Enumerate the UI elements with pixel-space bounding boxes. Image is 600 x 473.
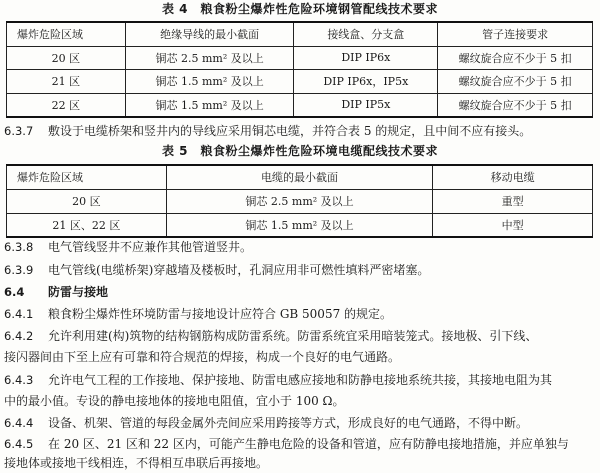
clause-6-4-2-cont bbox=[4, 348, 596, 366]
table4-cell: 20 区 bbox=[7, 46, 126, 69]
clause-number: 6.4.3 bbox=[4, 373, 34, 387]
table4-header-min-section: 绝缘导线的最小截面 bbox=[125, 22, 294, 46]
table4-cell: 铜芯 1.5 mm² 及以上 bbox=[125, 93, 294, 117]
table5-cell: 20 区 bbox=[7, 189, 167, 213]
table4-caption: 表 4 粮食粉尘爆炸性危险环境钢管配线技术要求 bbox=[161, 2, 439, 16]
table5-cell: 中型 bbox=[433, 213, 593, 237]
section-title: 防雷与接地 bbox=[48, 285, 109, 299]
table5-cell: 铜芯 1.5 mm² 及以上 bbox=[166, 213, 433, 237]
clause-6-3-9 bbox=[4, 261, 596, 279]
table5-header-zone: 爆炸危险区域 bbox=[7, 165, 167, 189]
clause-number: 6.4.2 bbox=[4, 329, 34, 343]
table-row bbox=[7, 189, 593, 213]
table-row bbox=[7, 46, 593, 69]
table4-header-zone: 爆炸危险区域 bbox=[7, 22, 126, 46]
clause-6-3-7 bbox=[4, 122, 596, 140]
table-row bbox=[7, 93, 593, 117]
clause-number: 6.4.1 bbox=[4, 307, 34, 321]
table4-cell: 铜芯 2.5 mm² 及以上 bbox=[125, 46, 294, 69]
clause-number: 6.3.8 bbox=[4, 240, 34, 254]
clause-text: 接地体或接地干线相连，不得相互串联后再接地。 bbox=[4, 456, 269, 470]
clause-text: 设备、机架、管道的每段金属外壳间应采用跨接等方式，形成良好的电气通路，不得中断。 bbox=[48, 416, 529, 430]
table4-cell: DIP IP6x bbox=[294, 46, 438, 69]
table5-header-min-section: 电缆的最小截面 bbox=[166, 165, 433, 189]
clause-text: 粮食粉尘爆炸性环境防雷与接地设计应符合 GB 50057 的规定。 bbox=[48, 307, 393, 321]
table4 bbox=[6, 21, 593, 118]
table5-cell: 21 区、22 区 bbox=[7, 213, 167, 237]
table4-cell: 螺纹旋合应不少于 5 扣 bbox=[438, 93, 593, 117]
table4-cell: 螺纹旋合应不少于 5 扣 bbox=[438, 69, 593, 93]
table4-cell: 螺纹旋合应不少于 5 扣 bbox=[438, 46, 593, 69]
table4-cell: 22 区 bbox=[7, 93, 126, 117]
section-heading-6-4 bbox=[4, 283, 596, 301]
clause-text: 敷设于电缆桥架和竖井内的导线应采用铜芯电缆，并符合表 5 的规定，且中间不应有接头。 bbox=[48, 124, 532, 138]
table4-cell: DIP IP5x bbox=[294, 93, 438, 117]
clause-text: 电气管线(电缆桥架)穿越墙及楼板时，孔洞应用非可燃性填料严密堵塞。 bbox=[48, 263, 430, 277]
clause-6-4-2 bbox=[4, 327, 596, 345]
clause-number: 6.3.7 bbox=[4, 124, 34, 138]
table-row bbox=[7, 213, 593, 237]
clause-number: 6.4.5 bbox=[4, 437, 34, 451]
clause-text: 在 20 区、21 区和 22 区内，可能产生静电危险的设备和管道，应有防静电接地措施，并应单独与 bbox=[48, 437, 569, 451]
table4-header-junction-box: 接线盒、分支盒 bbox=[294, 22, 438, 46]
table5 bbox=[6, 164, 593, 238]
table5-header-mobile-cable: 移动电缆 bbox=[433, 165, 593, 189]
clause-text: 电气管线竖井不应兼作其他管道竖井。 bbox=[48, 240, 253, 254]
clause-6-4-4 bbox=[4, 414, 596, 432]
clause-text: 允许电气工程的工作接地、保护接地、防雷电感应接地和防静电接地系统共接，其接地电阻为其 bbox=[48, 373, 553, 387]
clause-6-4-3-cont bbox=[4, 392, 596, 410]
clause-6-4-1 bbox=[4, 305, 596, 323]
table5-cell: 重型 bbox=[433, 189, 593, 213]
table4-cell: 铜芯 1.5 mm² 及以上 bbox=[125, 69, 294, 93]
table-row bbox=[7, 69, 593, 93]
table4-cell: DIP IP6x，IP5x bbox=[294, 69, 438, 93]
table5-cell: 铜芯 2.5 mm² 及以上 bbox=[166, 189, 433, 213]
clause-6-4-3 bbox=[4, 371, 596, 389]
clause-6-3-8 bbox=[4, 238, 596, 256]
clause-text: 接闪器间由下至上应有可靠和符合规范的焊接，构成一个良好的电气通路。 bbox=[4, 350, 401, 364]
clause-text: 允许利用建(构)筑物的结构钢筋构成防雷系统。防雷系统宜采用暗装笼式。接地极、引下线、 bbox=[48, 329, 538, 343]
clause-6-4-5-cont bbox=[4, 454, 596, 472]
section-number: 6.4 bbox=[4, 285, 25, 299]
table4-cell: 21 区 bbox=[7, 69, 126, 93]
table5-caption: 表 5 粮食粉尘爆炸性危险环境电缆配线技术要求 bbox=[161, 144, 439, 158]
clause-number: 6.3.9 bbox=[4, 263, 34, 277]
clause-number: 6.4.4 bbox=[4, 416, 34, 430]
clause-text: 中的最小值。专设的静电接地体的接地电阻值，宜小于 100 Ω。 bbox=[4, 394, 345, 408]
table4-header-pipe-connection: 管子连接要求 bbox=[438, 22, 593, 46]
clause-6-4-5 bbox=[4, 435, 596, 453]
